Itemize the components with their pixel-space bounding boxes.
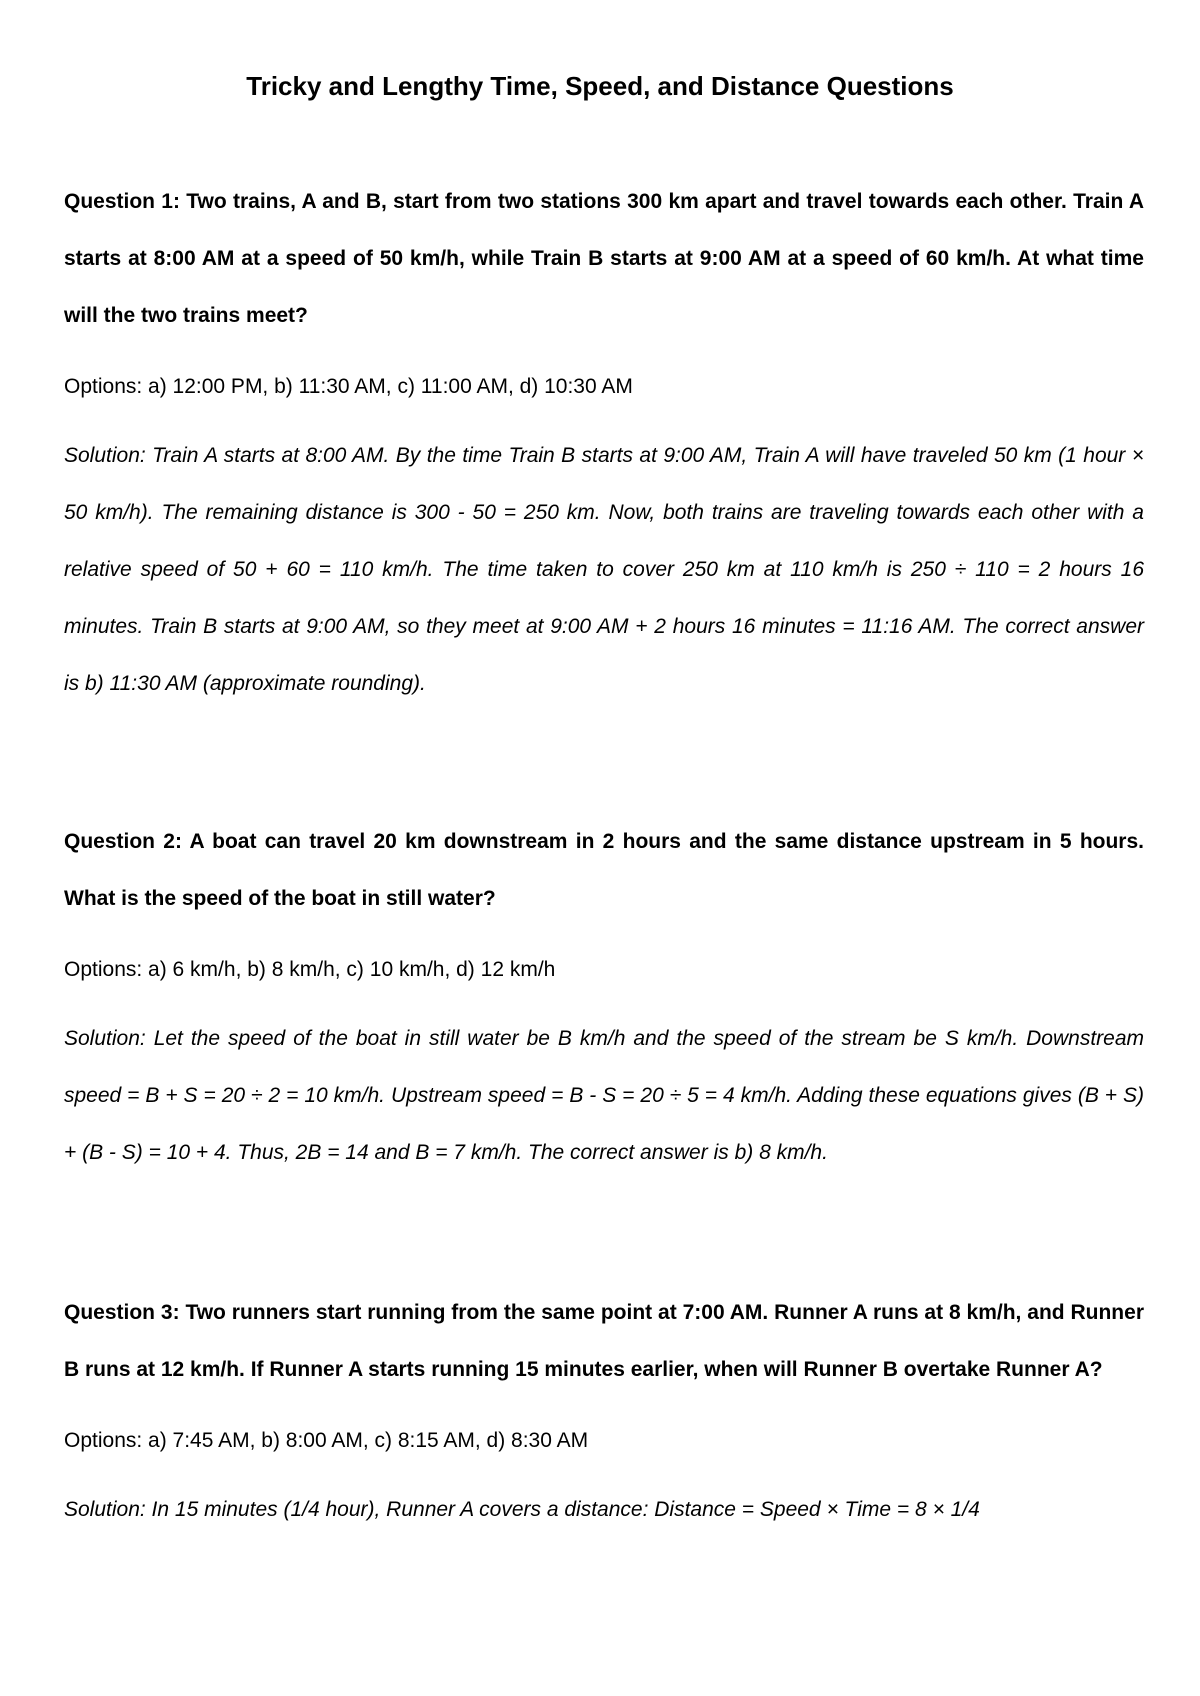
solution-text: Solution: Let the speed of the boat in still water be B km/h and the speed of the stream be S km/h. Downstream speed = B + S = 20 ÷ 2 = 10 km/h. Upstream speed = B - S = 20 ÷ 5 = 4 km/h. Adding these equations gives (B + S) + (B - S) = 10 + 4. Thus, 2B = 14 and B = 7 km/h. The correct answer is b) 8 km/h.	[64, 1027, 1144, 1164]
question-block-1	[64, 173, 1144, 712]
options-text: Options: a) 7:45 AM, b) 8:00 AM, c) 8:15 AM, d) 8:30 AM	[64, 1429, 589, 1452]
page-title: Tricky and Lengthy Time, Speed, and Distance Questions	[246, 71, 954, 101]
solution-text: Solution: In 15 minutes (1/4 hour), Runner A covers a distance: Distance = Speed × Time = 8 × 1/4	[64, 1498, 980, 1521]
question-text: Question 1: Two trains, A and B, start from two stations 300 km apart and travel towards each other. Train A starts at 8:00 AM at a speed of 50 km/h, while Train B starts at 9:00 AM at a speed of 60 km/h. At what time will the two trains meet?	[64, 190, 1144, 327]
options-text: Options: a) 6 km/h, b) 8 km/h, c) 10 km/h, d) 12 km/h	[64, 958, 556, 981]
question-text: Question 2: A boat can travel 20 km downstream in 2 hours and the same distance upstream in 5 hours. What is the speed of the boat in still water?	[64, 830, 1144, 910]
question-block-2	[64, 813, 1144, 1181]
options-text: Options: a) 12:00 PM, b) 11:30 AM, c) 11:00 AM, d) 10:30 AM	[64, 375, 633, 398]
solution-text: Solution: Train A starts at 8:00 AM. By the time Train B starts at 9:00 AM, Train A will have traveled 50 km (1 hour × 50 km/h). The remaining distance is 300 - 50 = 250 km. Now, both trains are traveling towards each other with a relative speed of 50 + 60 = 110 km/h. The time taken to cover 250 km at 110 km/h is 250 ÷ 110 = 2 hours 16 minutes. Train B starts at 9:00 AM, so they meet at 9:00 AM + 2 hours 16 minutes = 11:16 AM. The correct answer is b) 11:30 AM (approximate rounding).	[64, 444, 1144, 695]
question-block-3	[64, 1284, 1144, 1538]
question-text: Question 3: Two runners start running from the same point at 7:00 AM. Runner A runs at 8 km/h, and Runner B runs at 12 km/h. If Runner A starts running 15 minutes earlier, when will Runner B overtake Runner A?	[64, 1301, 1144, 1381]
